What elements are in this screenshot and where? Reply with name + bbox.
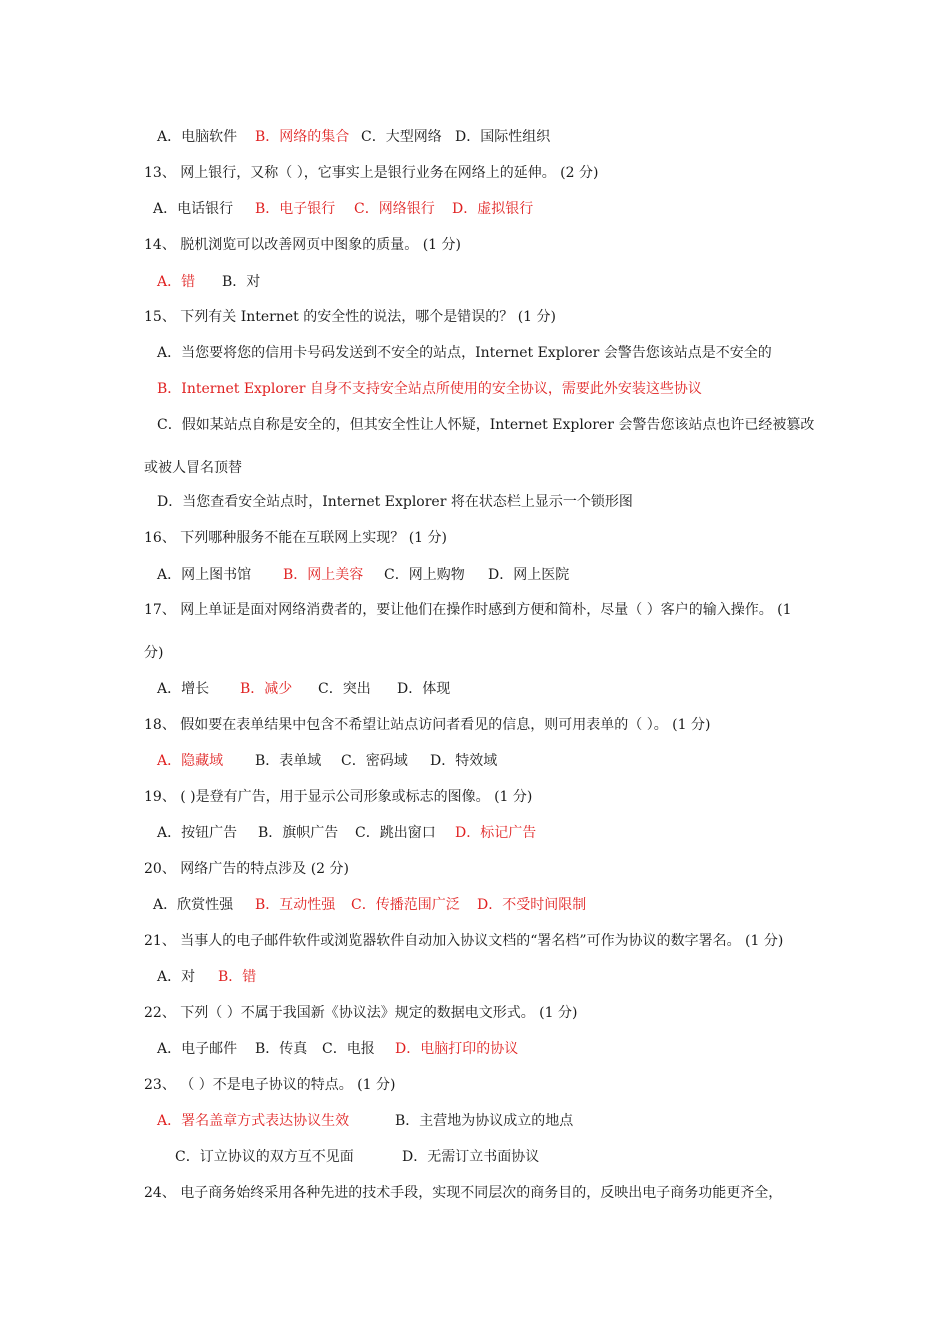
question-16: 16、 下列哪种服务不能在互联网上实现？ (1 分) xyxy=(144,530,447,546)
option-b: B．减少 xyxy=(240,681,293,697)
option-a: A．错 xyxy=(157,274,196,290)
option-d: D．特效域 xyxy=(430,753,498,769)
continuation-line: 分) xyxy=(144,645,164,661)
option-a: A．网上图书馆 xyxy=(157,567,252,583)
question-23: 23、 （ ）不是电子协议的特点。 (1 分) xyxy=(144,1077,396,1093)
question-14: 14、 脱机浏览可以改善网页中图象的质量。 (1 分) xyxy=(144,237,461,253)
question-21: 21、 当事人的电子邮件软件或浏览器软件自动加入协议文档的“署名档”可作为协议的数字署名。 (1 分) xyxy=(144,933,784,949)
option-a: A．按钮广告 xyxy=(157,825,238,841)
option-b: B．网上美容 xyxy=(283,567,364,583)
question-15: 15、 下列有关 Internet 的安全性的说法，哪个是错误的？ (1 分) xyxy=(144,309,556,325)
option-b: B．传真 xyxy=(255,1041,308,1057)
option-a: A．欣赏性强 xyxy=(153,897,234,913)
option-b: B．主营地为协议成立的地点 xyxy=(395,1113,574,1129)
option-b: B．旗帜广告 xyxy=(258,825,339,841)
option-a: A．电子邮件 xyxy=(157,1041,238,1057)
option-d: D．无需订立书面协议 xyxy=(402,1149,540,1165)
option-d: D．虚拟银行 xyxy=(452,201,534,217)
option-d: D．网上医院 xyxy=(488,567,570,583)
question-22: 22、 下列（ ）不属于我国新《协议法》规定的数据电文形式。 (1 分) xyxy=(144,1005,578,1021)
option-c: C．假如某站点自称是安全的，但其安全性让人怀疑，Internet Explorer 会警告您该站点也许已经被篡改 xyxy=(157,417,815,433)
option-c: C．传播范围广泛 xyxy=(351,897,460,913)
option-b: B．表单域 xyxy=(255,753,322,769)
option-a: A．电脑软件 xyxy=(157,129,238,145)
continuation-line: 或被人冒名顶替 xyxy=(144,460,242,476)
option-c: C．网上购物 xyxy=(384,567,465,583)
option-b: B．互动性强 xyxy=(255,897,336,913)
option-c: C．突出 xyxy=(318,681,371,697)
option-d: D．体现 xyxy=(397,681,451,697)
question-18: 18、 假如要在表单结果中包含不希望让站点访问者看见的信息，则可用表单的（ ）。 (1 分) xyxy=(144,717,711,733)
question-20: 20、 网络广告的特点涉及 (2 分) xyxy=(144,861,349,877)
option-d: D．国际性组织 xyxy=(455,129,551,145)
option-d: D．不受时间限制 xyxy=(477,897,587,913)
option-d: D．电脑打印的协议 xyxy=(395,1041,519,1057)
question-13: 13、 网上银行，又称（ ），它事实上是银行业务在网络上的延伸。 (2 分) xyxy=(144,165,599,181)
option-c: C．跳出窗口 xyxy=(355,825,436,841)
option-c: C．密码域 xyxy=(341,753,408,769)
option-d: D．标记广告 xyxy=(455,825,537,841)
option-b: B．Internet Explorer 自身不支持安全站点所使用的安全协议，需要此外安装这些协议 xyxy=(157,381,702,397)
question-19: 19、 ( )是登有广告，用于显示公司形象或标志的图像。 (1 分) xyxy=(144,789,533,805)
option-a: A．增长 xyxy=(157,681,210,697)
option-c: C．订立协议的双方互不见面 xyxy=(175,1149,354,1165)
option-a: A．隐藏域 xyxy=(157,753,224,769)
option-b: B．网络的集合 xyxy=(255,129,350,145)
option-b: B．对 xyxy=(222,274,261,290)
question-17: 17、 网上单证是面对网络消费者的，要让他们在操作时感到方便和简朴，尽量（ ）客户的输入操作。 (1 xyxy=(144,602,792,618)
option-c: C．网络银行 xyxy=(354,201,435,217)
option-d: D．当您查看安全站点时，Internet Explorer 将在状态栏上显示一个锁形图 xyxy=(157,494,633,510)
option-a: A．当您要将您的信用卡号码发送到不安全的站点，Internet Explorer 会警告您该站点是不安全的 xyxy=(157,345,772,361)
option-c: C．大型网络 xyxy=(361,129,442,145)
option-a: A．电话银行 xyxy=(153,201,234,217)
question-24: 24、 电子商务始终采用各种先进的技术手段，实现不同层次的商务目的，反映出电子商务功能更齐全， xyxy=(144,1185,783,1201)
option-a: A．署名盖章方式表达协议生效 xyxy=(157,1113,350,1129)
option-b: B．电子银行 xyxy=(255,201,336,217)
option-a: A．对 xyxy=(157,969,196,985)
option-c: C．电报 xyxy=(322,1041,375,1057)
option-b: B．错 xyxy=(218,969,257,985)
